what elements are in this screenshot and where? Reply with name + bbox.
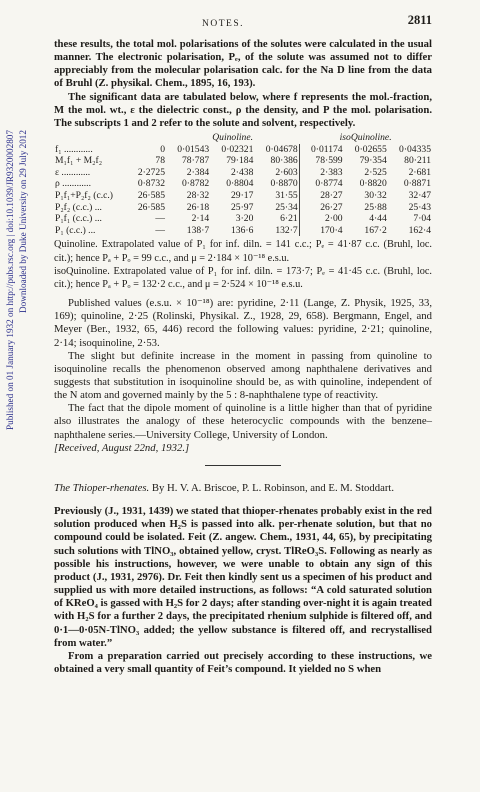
thioper-paragraph-1: Previously (J., 1931, 1439) we stated that thioper-rhenates probably exist in the red solution produced when H₂S is passed into alk. per-rhenate solution, but that no compound could be isolated. Feit (Z. angew. Chem., 1931, 44, 65), by precipitating such solutions with TlNO₃, obtained yellow, cryst. TlReO₃S. Following as nearly as possible his instructions, however, we were unable to obtain any sign of this product (J., 1931, 2976). Dr. Feit then kindly sent us a specimen of his product and supplied us with more detailed instructions, as follows: “A cold saturated solution of KReO₄ is gassed with H₂S for 2 days; after standing over-night it is again treated with H₂S for a further 2 days, the precipitated rhenium sulphide is filtered off, and 0·1—0·05N-TlNO₃ added; the yellow substance is filtered off, and recrystallised from water.” xyxy=(54,505,432,649)
table-cell: 79·354 xyxy=(359,155,387,167)
table-cell: 26·585 xyxy=(137,190,165,202)
table-cell: 28·32 xyxy=(186,190,210,202)
table-cell: 0·8870 xyxy=(270,178,298,190)
table-cell: 2·384 xyxy=(186,166,210,178)
section-divider xyxy=(205,465,281,466)
table-cell: 0 xyxy=(160,143,165,155)
table-cell: 2·383 xyxy=(299,167,343,179)
page-header xyxy=(54,14,432,38)
table-cell: 2·603 xyxy=(275,166,298,178)
note-title-line xyxy=(54,482,432,495)
table-cell: 0·8871 xyxy=(403,178,431,190)
note-title: The Thioper-rhenates. xyxy=(54,481,150,494)
table-cell: 26·27 xyxy=(299,202,343,214)
table-cell: 0·8774 xyxy=(299,178,343,190)
table-cell: 28·27 xyxy=(299,190,343,202)
table-cell: 2·2725 xyxy=(137,166,165,178)
table-cell: 2·00 xyxy=(299,213,343,225)
table-cell: 80·386 xyxy=(270,155,298,167)
journal-page xyxy=(54,14,432,676)
table-row xyxy=(54,225,432,237)
table-cell: 2·438 xyxy=(230,166,254,178)
table-cell: 0·8820 xyxy=(359,178,387,190)
published-note[interactable]: Published on 01 January 1932 on http://pubs.rsc.org | doi:10.1039/JR9320002807 xyxy=(5,130,15,431)
table-cell: 26·18 xyxy=(186,201,210,213)
table-header-row xyxy=(54,132,432,144)
table-cell: 78·787 xyxy=(182,155,210,167)
table-row xyxy=(54,144,432,156)
page-number: 2811 xyxy=(407,13,432,27)
table-cell: 25·97 xyxy=(230,201,254,213)
table-cell: 0·02655 xyxy=(354,143,387,155)
table-row xyxy=(54,190,432,202)
table-cell: 2·681 xyxy=(408,166,431,178)
table-cell: 138·7 xyxy=(186,224,210,236)
polarisation-table xyxy=(54,132,432,236)
table-cell: 2·14 xyxy=(191,213,210,225)
table-cell: 2·525 xyxy=(364,166,387,178)
table-cell: — xyxy=(155,213,165,225)
table-cell: f₁ ............ xyxy=(55,143,93,155)
table-cell: P₂f₂ (c.c.) ... xyxy=(55,201,102,213)
table-cell: 170·4 xyxy=(299,225,343,237)
intro-paragraph-1: these results, the total mol. polarisations of the solutes were calculated in the usual manner. The electronic polarisation, Pₑ, of the solute was assumed not to differ appreciably from the molecular polarisation calc. for the Na D line from the data of Bruhl (Z. physikal. Chem., 1895, 16, 193). xyxy=(54,38,432,90)
table-cell: 167·2 xyxy=(364,224,387,236)
body-paragraph-published-values: Published values (e.s.u. × 10⁻¹⁸) are: pyridine, 2·11 (Lange, Z. Physik, 1925, 33, 169); quinoline, 2·25 (Rolinski, Physikal. Z., 1928, 29, 658). Bergmann, Engel, and Meyer (Ber., 1932, 65, 446) record the following values: pyridine, 2·21; quinoline, 2·14; isoquinoline, 2·53. xyxy=(54,297,432,349)
downloaded-note: Downloaded by Duke University on 29 July 2012 xyxy=(18,130,28,313)
table-cell: 78 xyxy=(155,155,165,167)
table-cell: 25·88 xyxy=(364,201,387,213)
table-cell: 162·4 xyxy=(408,224,431,236)
table-cell: 0·01174 xyxy=(299,144,343,156)
table-cell: 26·585 xyxy=(137,201,165,213)
header-quinoline: Quinoline. xyxy=(212,132,253,144)
header-isoquinoline: isoQuinoline. xyxy=(339,132,392,144)
intro-paragraph-2: The significant data are tabulated below, where f represents the mol.-fraction, M the mol. wt., ε the dielectric const., ρ the density, and P the mol. polarisation. The subscripts 1 and 2 refer to the solute and solvent, respectively. xyxy=(54,90,432,129)
table-cell: 25·43 xyxy=(408,201,431,213)
table-cell: 0·01543 xyxy=(177,143,210,155)
table-row xyxy=(54,178,432,190)
table-cell: 0·8732 xyxy=(137,178,165,190)
running-title: NOTES. xyxy=(202,19,244,29)
table-cell: 80·211 xyxy=(404,155,431,167)
table-row xyxy=(54,155,432,167)
table-row xyxy=(54,167,432,179)
table-cell: 0·8782 xyxy=(182,178,210,190)
table-cell: 0·8804 xyxy=(226,178,254,190)
table-row xyxy=(54,202,432,214)
table-cell: — xyxy=(155,224,165,236)
table-cell: 29·17 xyxy=(230,190,254,202)
note-isoquinoline: isoQuinoline. Extrapolated value of P₁ for inf. diln. = 173·7; Pₑ = 41·45 c.c. (Bruhl, loc. cit.); hence Pₐ + Pₒ = 132·2 c.c., and μ = 2·524 × 10⁻¹⁸ e.s.u. xyxy=(54,265,432,290)
table-cell: ε ............ xyxy=(55,166,91,178)
table-cell: 132·7 xyxy=(275,224,298,236)
received-date: [Received, August 22nd, 1932.] xyxy=(54,441,190,454)
table-cell: 6·21 xyxy=(280,213,298,225)
body-paragraph-dipole: The fact that the dipole moment of quinoline is a little higher than that of pyridine also illustrates the analogy of these heterocyclic compounds with the benzene–naphthalene series.—University College, University of London. xyxy=(54,402,432,441)
table-cell: 30·32 xyxy=(364,190,387,202)
table-cell: 78·599 xyxy=(299,155,343,167)
note-authors: By H. V. A. Briscoe, P. L. Robinson, and E. M. Stoddart. xyxy=(151,481,395,494)
table-cell: ρ ............ xyxy=(55,178,91,190)
note-quinoline: Quinoline. Extrapolated value of P₁ for inf. diln. = 141 c.c.; Pₑ = 41·87 c.c. (Bruhl, loc. cit.); hence Pₐ + Pₒ = 99 c.c., and μ = 2·184 × 10⁻¹⁸ e.s.u. xyxy=(54,239,432,264)
table-cell: 0·04678 xyxy=(265,143,298,155)
table-cell: P₁ (c.c.) ... xyxy=(55,224,96,236)
table-cell: 0·04335 xyxy=(399,143,431,155)
table-cell: 31·55 xyxy=(275,190,298,202)
table-cell: 3·20 xyxy=(235,213,254,225)
body-paragraph-increase: The slight but definite increase in the moment in passing from quinoline to isoquinoline recalls the phenomenon observed among naphthalene derivatives and suggests that substitution in isoquinoline should be, as with quinoline, independent of the N atom and governed mainly by the 5 : 8-naphthalene type of reactivity. xyxy=(54,349,432,402)
table-cell: P₁f₁+P₂f₂ (c.c.) xyxy=(55,190,113,202)
table-cell: 4·44 xyxy=(369,213,387,225)
table-cell: P₁f₁ (c.c.) ... xyxy=(55,213,102,225)
table-cell: 7·04 xyxy=(413,213,431,225)
table-cell: 32·47 xyxy=(408,190,431,202)
thioper-paragraph-2: From a preparation carried out precisely according to these instructions, we obtained a very small quantity of Feit’s compound. It yielded no S when xyxy=(54,649,432,675)
table-cell: 136·6 xyxy=(230,224,254,236)
sidebar-provenance xyxy=(4,130,30,650)
table-cell: 0·02321 xyxy=(221,143,254,155)
table-cell: 25·34 xyxy=(275,201,298,213)
table-cell: 79·184 xyxy=(226,155,254,167)
table-cell: M₁f₁ + M₂f₂ xyxy=(55,155,103,167)
table-row xyxy=(54,213,432,225)
